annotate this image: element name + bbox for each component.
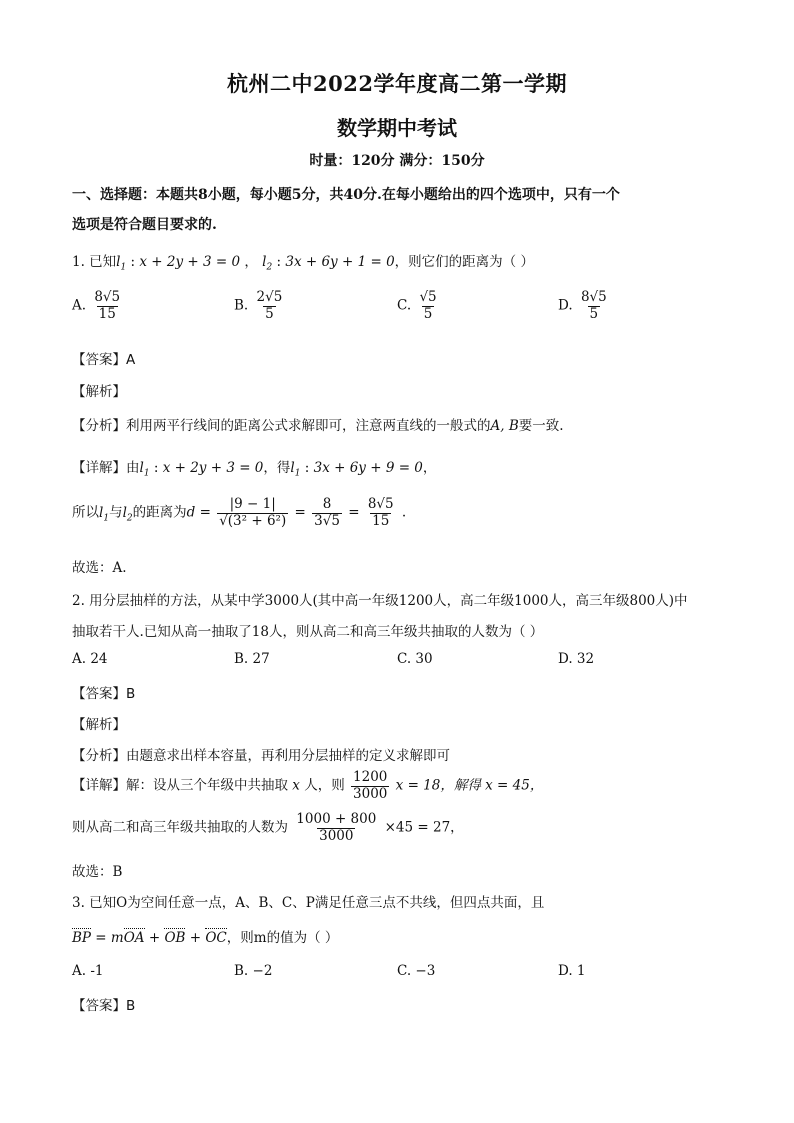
q2-choose: 故选：B <box>72 864 123 880</box>
q3-option-a: A. -1 <box>72 963 104 979</box>
q3-answer: 【答案】B <box>72 998 136 1014</box>
q3-option-c: C. −3 <box>397 963 436 979</box>
q2-option-a: A. 24 <box>72 651 108 667</box>
q1-line2-eq: 3x + 6y + 1 = 0 <box>285 254 395 270</box>
q2-analysis-label: 【解析】 <box>72 717 126 733</box>
q2-option-d: D. 32 <box>558 651 595 667</box>
q1-stem: 1. 已知$l_1$ : x + 2y + 3 = 0 ， $l_2$ : 3x + 6y + 1 = 0，则它们的距离为（ ） <box>72 254 534 273</box>
q2-option-c: C. 30 <box>397 651 433 667</box>
q2-answer: 【答案】B <box>72 686 136 702</box>
section-heading-line1: 一、选择题：本题共8小题，每小题5分，共40分.在每小题给出的四个选项中，只有一个 <box>72 187 620 203</box>
q2-stem-line1: 2. 用分层抽样的方法，从某中学3000人(其中高一年级1200人，高二年级1000人，高三年级800人)中 <box>72 593 688 609</box>
q1-detail: 【详解】由$l_1$ : x + 2y + 3 = 0，得$l_1$ : 3x + 6y + 9 = 0， <box>72 460 437 479</box>
q1-option-d: D. $\frac{8√5}{5}$ <box>558 289 607 322</box>
q1-answer: 【答案】A <box>72 352 136 368</box>
q1-option-a: A. $\frac{8√5}{15}$ <box>72 289 121 322</box>
q1-fenxi: 【分析】利用两平行线间的距离公式求解即可，注意两直线的一般式的A, B要一致. <box>72 418 564 434</box>
q1-analysis-label: 【解析】 <box>72 384 126 400</box>
q3-vector-equation: BP = mOA + OB + OC，则m的值为（ ） <box>72 930 339 946</box>
q1-line1-eq: x + 2y + 3 = 0 <box>139 254 241 270</box>
exam-subtitle: 数学期中考试 <box>337 116 457 140</box>
exam-title: 杭州二中2022学年度高二第一学期 <box>227 71 567 96</box>
q1-distance-formula: 所以$l_1$与$l_2$的距离为d = $\frac{|9 - 1|}{\text{√(3² + 6²)}}$ = $\frac{8}{3√5}$ = $\frac{8√5}{15}$ . <box>72 496 407 529</box>
q2-stem-line2: 抽取若干人.已知从高一抽取了18人，则从高二和高三年级共抽取的人数为（ ） <box>72 624 544 640</box>
q3-option-d: D. 1 <box>558 963 586 979</box>
q2-detail: 【详解】解：设从三个年级中共抽取 x 人，则 $\frac{1200}{3000}$ x = 18，解得 x = 45， <box>72 769 544 802</box>
q1-option-b: B. $\frac{2√5}{5}$ <box>234 289 283 322</box>
q1-choose: 故选：A. <box>72 560 127 576</box>
q2-fenxi: 【分析】由题意求出样本容量，再利用分层抽样的定义求解即可 <box>72 748 450 764</box>
exam-meta: 时量：120分 满分：150分 <box>309 153 485 169</box>
q2-total: 则从高二和高三年级共抽取的人数为 $\frac{1000 + 800}{3000}$ ×45 = 27， <box>72 811 464 844</box>
q2-option-b: B. 27 <box>234 651 270 667</box>
q1-option-c: C. $\frac{√5}{5}$ <box>397 289 437 322</box>
section-heading-line2: 选项是符合题目要求的. <box>72 217 217 233</box>
q3-option-b: B. −2 <box>234 963 273 979</box>
q3-stem-line1: 3. 已知O为空间任意一点，A、B、C、P满足任意三点不共线，但四点共面，且 <box>72 895 545 911</box>
